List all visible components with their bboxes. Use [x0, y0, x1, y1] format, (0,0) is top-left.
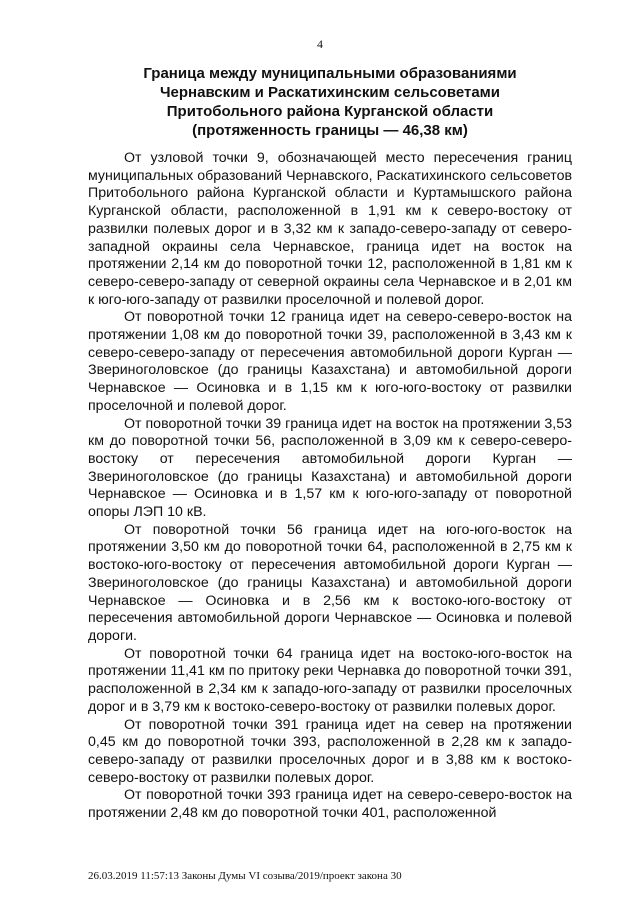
title-line-3: Притобольного района Курганской области	[166, 103, 494, 120]
paragraph-2: От поворотной точки 12 граница идет на северо-северо-восток на протяжении 1,08 км до поворотной точки 39, расположенной в 3,43 км к северо-северо-западу от пересечения автомобильной дороги Курган — Звериноголовское (до границы Казахстана) и автомобильной дороги Чернавское — Осиновка и в 1,15 км к юго-юго-востоку от развилки проселочной и полевой дорог.	[88, 309, 572, 414]
document-title	[88, 64, 572, 140]
paragraph-5: От поворотной точки 64 граница идет на востоко-юго-восток на протяжении 11,41 км по притоку реки Чернавка до поворотной точки 391, расположенной в 2,34 км к западо-юго-западу от развилки проселочных дорог и в 3,79 км к востоко-северо-востоку от развилки полевых дорог.	[88, 645, 572, 715]
paragraph-6: От поворотной точки 391 граница идет на север на протяжении 0,45 км до поворотной точки 393, расположенной в 2,28 км к западо-северо-западу от развилки проселочных дорог и в 3,88 км к востоко-северо-востоку от развилки полевых дорог.	[88, 716, 572, 786]
title-line-1: Граница между муниципальными образованиями	[143, 65, 517, 82]
paragraph-4: От поворотной точки 56 граница идет на юго-юго-восток на протяжении 3,50 км до поворотной точки 64, расположенной в 2,75 км к востоко-юго-востоку от пересечения автомобильной дороги Курган — Звериноголовское (до границы Казахстана) и автомобильной дороги Чернавское — Осиновка и в 2,56 км к востоко-юго-востоку от пересечения автомобильной дороги Чернавское — Осиновка и полевой дороги.	[88, 521, 572, 644]
paragraph-1: От узловой точки 9, обозначающей место пересечения границ муниципальных образований Чернавского, Раскатихинского сельсоветов Притобольного района Курганской области и Куртамышского района Курганской области, расположенной в 1,91 км к северо-востоку от развилки полевых дорог и в 3,32 км к западо-северо-западу от северо-западной окраины села Чернавское, граница идет на восток на протяжении 2,14 км до поворотной точки 12, расположенной в 1,81 км к северо-северо-западу от северной окраины села Чернавское и в 2,01 км к юго-юго-западу от развилки проселочной и полевой дорог.	[88, 150, 572, 308]
title-line-4: (протяженность границы — 46,38 км)	[192, 122, 468, 139]
page-number: 4	[317, 37, 323, 51]
paragraph-3: От поворотной точки 39 граница идет на восток на протяжении 3,53 км до поворотной точки 56, расположенной в 3,09 км к северо-северо-востоку от пересечения автомобильной дороги Курган — Звериноголовское (до границы Казахстана) и автомобильной дороги Чернавское — Осиновка и в 1,57 км к юго-юго-западу от поворотной опоры ЛЭП 10 кВ.	[88, 415, 572, 521]
document-body	[88, 150, 572, 823]
footer-file-path: 26.03.2019 11:57:13 Законы Думы VI созыва/2019/проект закона 30	[88, 870, 402, 882]
title-line-2: Чернавским и Раскатихинским сельсоветами	[160, 84, 500, 101]
paragraph-7: От поворотной точки 393 граница идет на северо-северо-восток на протяжении 2,48 км до поворотной точки 401, расположенной	[88, 787, 572, 822]
